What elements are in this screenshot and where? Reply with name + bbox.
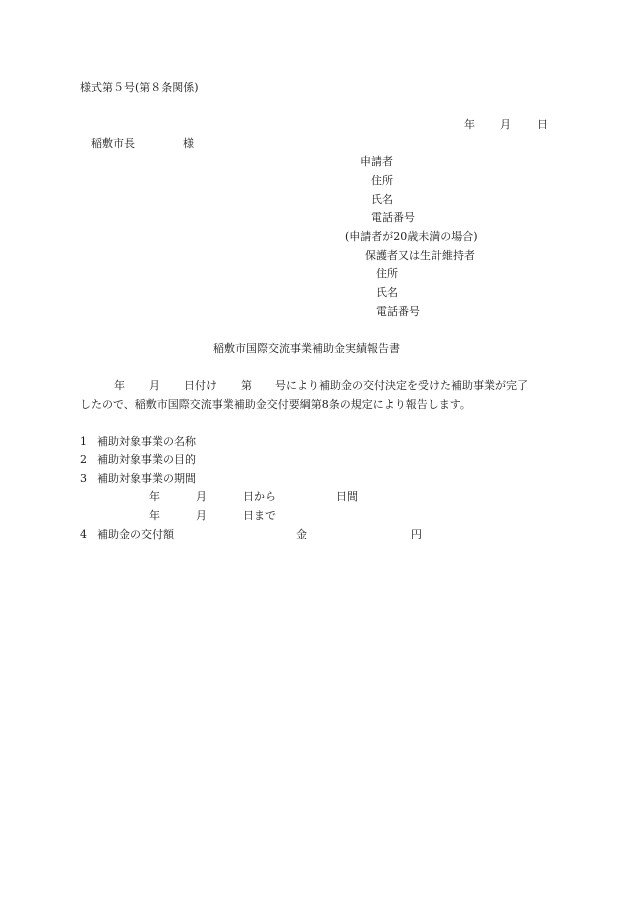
item-label-amount: 補助金の交付額 (97, 528, 174, 541)
applicant-address-label: 住所 (371, 174, 393, 187)
guardian-address-label: 住所 (376, 267, 398, 280)
period-from-year: 年 (149, 490, 160, 503)
applicant-phone-label: 電話番号 (371, 211, 415, 224)
document-title: 稲敷市国際交流事業補助金実績報告書 (213, 342, 400, 355)
addressee-name: 稲敷市長 (91, 137, 135, 150)
body-month-label: 月 (149, 379, 160, 392)
guardian-phone-label: 電話番号 (376, 305, 420, 318)
period-from-day: 日から (243, 490, 276, 503)
date-month-label: 月 (500, 118, 511, 131)
minor-note: (申請者が20歳未満の場合) (345, 230, 478, 243)
period-to-year: 年 (149, 509, 160, 522)
item-number: 3 (80, 472, 87, 485)
body-number-prefix: 第 (241, 379, 252, 392)
addressee-honorific: 様 (183, 137, 194, 150)
item-label-period: 補助対象事業の期間 (97, 472, 196, 485)
period-from-month: 月 (196, 490, 207, 503)
amount-prefix: 金 (296, 528, 307, 541)
item-number: 4 (80, 528, 87, 541)
body-dated-label: 日付け (184, 379, 217, 392)
date-day-label: 日 (537, 118, 548, 131)
period-duration-unit: 日間 (336, 490, 358, 503)
item-label-name: 補助対象事業の名称 (97, 435, 196, 448)
period-to-month: 月 (196, 509, 207, 522)
applicant-heading: 申請者 (360, 155, 393, 168)
amount-unit: 円 (411, 528, 422, 541)
guardian-heading: 保護者又は生計維持者 (365, 249, 475, 262)
date-year-label: 年 (464, 118, 475, 131)
item-number: 1 (80, 435, 87, 448)
period-to-day: 日まで (243, 509, 276, 522)
body-line2: したので、稲敷市国際交流事業補助金交付要綱第8条の規定により報告します。 (80, 398, 471, 411)
applicant-name-label: 氏名 (371, 193, 393, 206)
item-label-purpose: 補助対象事業の目的 (97, 453, 196, 466)
body-year-label: 年 (114, 379, 125, 392)
form-id: 様式第５号(第８条関係) (80, 81, 199, 94)
item-number: 2 (80, 453, 87, 466)
body-line1-rest: 号により補助金の交付決定を受けた補助事業が完了 (275, 379, 528, 392)
guardian-name-label: 氏名 (376, 286, 398, 299)
